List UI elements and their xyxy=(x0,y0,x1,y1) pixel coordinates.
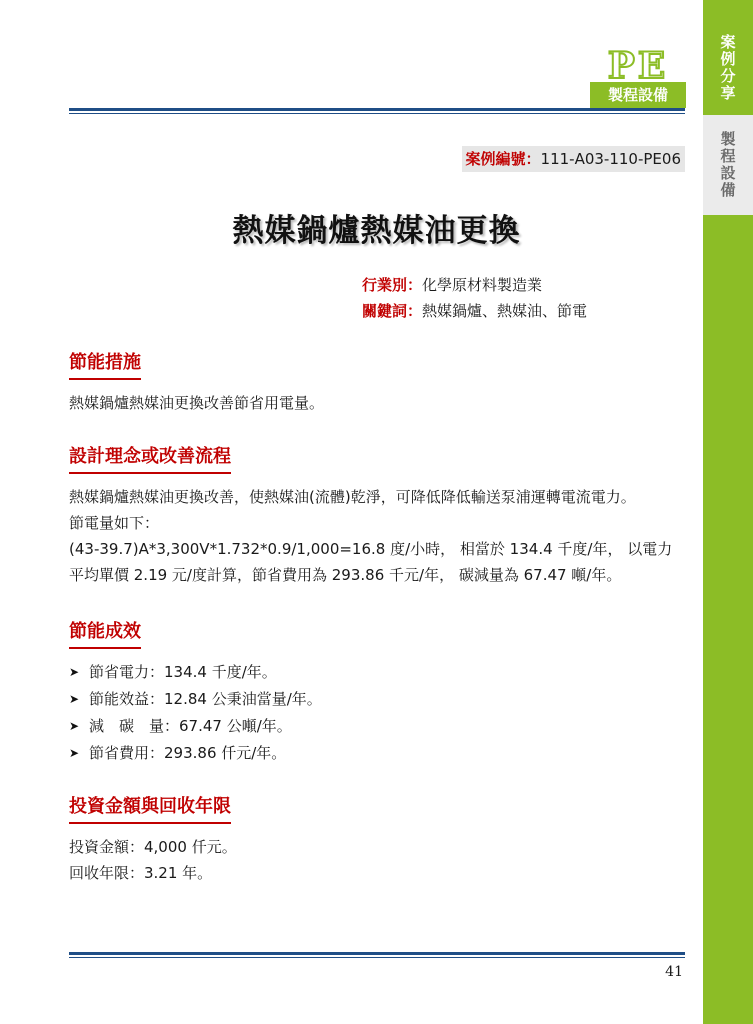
list-item xyxy=(69,659,322,686)
side-tab-cases-char: 例 xyxy=(720,50,736,68)
section-body-measure xyxy=(69,390,694,416)
case-id xyxy=(462,146,685,172)
pe-logo-text: PE xyxy=(607,48,669,82)
side-tab-cases-char: 分 xyxy=(720,67,736,85)
body-line: 熱媒鍋爐熱媒油更換改善，使熱媒油(流體)乾淨，可降低降低輸送泵浦運轉電流電力。 xyxy=(69,488,636,506)
side-tab-process xyxy=(703,131,753,199)
side-tab-cases-char: 案 xyxy=(720,33,736,51)
case-id-key: 案例編號： xyxy=(465,150,541,168)
arrow-bullet-icon: ➤ xyxy=(69,746,80,760)
section-heading-results: 節能成效 xyxy=(69,617,141,649)
section-body-investment xyxy=(69,834,694,886)
section-body-design xyxy=(69,484,694,588)
header-rule-thin xyxy=(69,113,685,114)
side-tab-cases xyxy=(703,34,753,102)
body-line: (43-39.7)A*3,300V*1.732*0.9/1,000=16.8 度/小時， 相當於 134.4 千度/年， 以電力 xyxy=(69,540,673,558)
list-item xyxy=(69,740,322,767)
page-number: 41 xyxy=(665,964,683,980)
section-heading-investment: 投資金額與回收年限 xyxy=(69,792,231,824)
industry-value: 化學原材料製造業 xyxy=(422,276,543,294)
section-heading-design: 設計理念或改善流程 xyxy=(69,442,231,474)
results-list xyxy=(69,659,322,767)
case-id-value: 111-A03-110-PE06 xyxy=(540,150,681,168)
footer-rule-thin xyxy=(69,957,685,958)
side-tab-process-char: 設 xyxy=(720,164,736,182)
list-item-text: 減 碳 量：67.47 公噸/年。 xyxy=(89,717,292,735)
category-label: 製程設備 xyxy=(590,82,686,108)
header-rule xyxy=(69,108,685,111)
body-line: 平均單價 2.19 元/度計算，節省費用為 293.86 千元/年， 碳減量為 67.47 噸/年。 xyxy=(69,566,622,584)
side-tab-process-char: 製 xyxy=(720,130,736,148)
keywords-key: 關鍵詞： xyxy=(362,302,423,320)
page-title: 熱媒鍋爐熱媒油更換 xyxy=(232,213,521,249)
list-item-text: 節能效益：12.84 公秉油當量/年。 xyxy=(89,690,322,708)
body-line: 熱媒鍋爐熱媒油更換改善節省用電量。 xyxy=(69,394,325,412)
arrow-bullet-icon: ➤ xyxy=(69,719,80,733)
industry-line xyxy=(362,274,542,296)
body-line: 投資金額：4,000 仟元。 xyxy=(69,838,237,856)
side-tab-process-char: 備 xyxy=(720,181,736,199)
section-heading-measure: 節能措施 xyxy=(69,348,141,380)
side-tab-process-char: 程 xyxy=(720,147,736,165)
list-item-text: 節省電力：134.4 千度/年。 xyxy=(89,663,277,681)
footer-rule xyxy=(69,952,685,955)
keywords-line xyxy=(362,300,587,322)
arrow-bullet-icon: ➤ xyxy=(69,665,80,679)
body-line: 節電量如下： xyxy=(69,514,160,532)
body-line: 回收年限：3.21 年。 xyxy=(69,864,213,882)
side-tab-cases-char: 享 xyxy=(720,84,736,102)
arrow-bullet-icon: ➤ xyxy=(69,692,80,706)
list-item xyxy=(69,686,322,713)
pe-logo xyxy=(596,48,681,82)
keywords-value: 熱媒鍋爐、熱媒油、節電 xyxy=(422,302,588,320)
list-item-text: 節省費用：293.86 仟元/年。 xyxy=(89,744,287,762)
industry-key: 行業別： xyxy=(362,276,423,294)
list-item xyxy=(69,713,322,740)
